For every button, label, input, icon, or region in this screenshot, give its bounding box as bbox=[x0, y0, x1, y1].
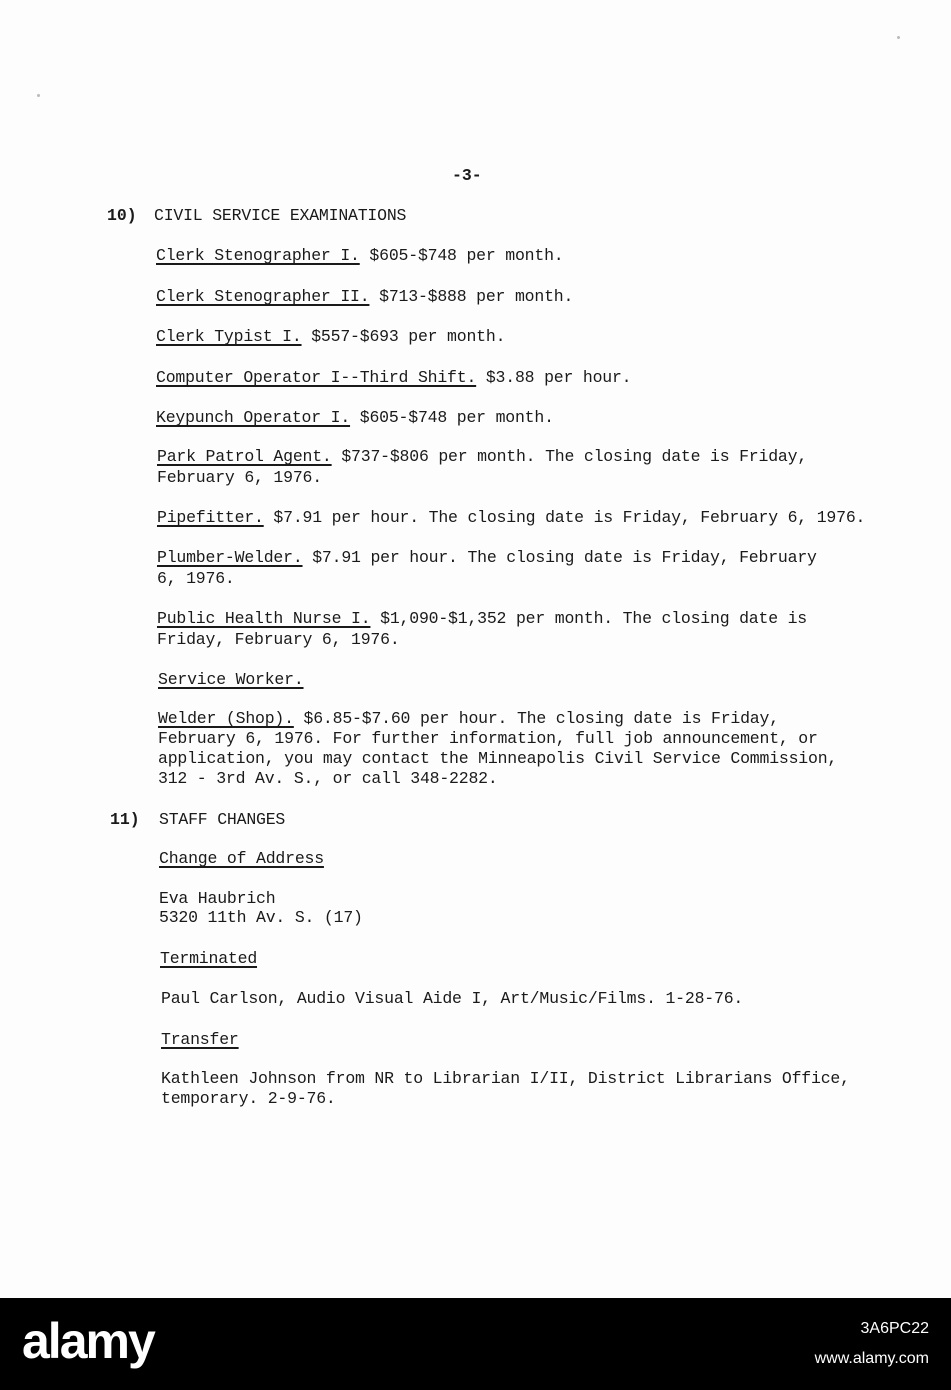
change-of-address-heading: Change of Address bbox=[159, 849, 324, 868]
exam-item bbox=[157, 547, 817, 568]
section-10-heading: CIVIL SERVICE EXAMINATIONS bbox=[154, 206, 407, 225]
scan-speck bbox=[37, 94, 40, 97]
transfer-heading: Transfer bbox=[161, 1030, 239, 1049]
exam-detail: $713-$888 per month. bbox=[369, 287, 574, 306]
exam-detail: $605-$748 per month. bbox=[359, 246, 564, 265]
site-url: www.alamy.com bbox=[814, 1350, 929, 1367]
alamy-logo: alamy bbox=[22, 1313, 154, 1369]
exam-detail: $605-$748 per month. bbox=[350, 408, 554, 427]
exam-title: Computer Operator I--Third Shift. bbox=[156, 368, 477, 387]
exam-detail: $557-$693 per month. bbox=[301, 327, 506, 346]
exam-item bbox=[156, 245, 563, 266]
exam-detail-continued: application, you may contact the Minneapolis Civil Service Commission, bbox=[158, 749, 838, 768]
exam-title: Welder (Shop). bbox=[158, 709, 294, 728]
exam-title: Pipefitter. bbox=[157, 508, 264, 527]
exam-title: Plumber-Welder. bbox=[157, 548, 303, 567]
page-number: -3- bbox=[452, 166, 482, 185]
terminated-entry: Paul Carlson, Audio Visual Aide I, Art/Music/Films. 1-28-76. bbox=[161, 989, 744, 1008]
exam-detail-continued: 312 - 3rd Av. S., or call 348-2282. bbox=[158, 769, 498, 788]
section-10-number: 10) bbox=[107, 206, 137, 225]
image-id: 3A6PC22 bbox=[860, 1320, 929, 1337]
exam-item bbox=[156, 286, 573, 307]
exam-detail: $1,090-$1,352 per month. The closing date is bbox=[370, 609, 808, 628]
exam-title: Clerk Stenographer I. bbox=[156, 246, 360, 265]
section-11-heading: STAFF CHANGES bbox=[159, 810, 286, 829]
exam-title: Park Patrol Agent. bbox=[157, 447, 332, 466]
exam-detail: $737-$806 per month. The closing date is Friday, bbox=[331, 447, 808, 466]
exam-item bbox=[157, 608, 807, 629]
staff-address: 5320 11th Av. S. (17) bbox=[159, 908, 363, 927]
exam-item bbox=[157, 446, 807, 467]
terminated-heading: Terminated bbox=[160, 949, 258, 968]
exam-title: Keypunch Operator I. bbox=[156, 408, 351, 427]
exam-title: Public Health Nurse I. bbox=[157, 609, 371, 628]
exam-detail-continued: February 6, 1976. bbox=[157, 468, 322, 487]
transfer-entry-continued: temporary. 2-9-76. bbox=[161, 1089, 336, 1108]
exam-item bbox=[158, 669, 304, 690]
exam-title: Clerk Typist I. bbox=[156, 327, 302, 346]
section-11-number: 11) bbox=[110, 810, 140, 829]
exam-item bbox=[158, 708, 779, 729]
exam-item bbox=[156, 326, 505, 347]
exam-item bbox=[156, 407, 554, 428]
exam-detail: $3.88 per hour. bbox=[476, 368, 632, 387]
exam-detail: $6.85-$7.60 per hour. The closing date is Friday, bbox=[293, 709, 779, 728]
exam-item bbox=[156, 367, 631, 388]
scan-speck bbox=[897, 36, 900, 39]
exam-detail: $7.91 per hour. The closing date is Friday, February 6, 1976. bbox=[263, 508, 866, 527]
watermark-footer bbox=[0, 1298, 951, 1390]
exam-detail-continued: February 6, 1976. For further information, full job announcement, or bbox=[158, 729, 818, 748]
exam-item bbox=[157, 507, 865, 528]
exam-title: Clerk Stenographer II. bbox=[156, 287, 370, 306]
exam-detail: $7.91 per hour. The closing date is Friday, February bbox=[302, 548, 817, 567]
exam-detail-continued: 6, 1976. bbox=[157, 569, 235, 588]
transfer-entry: Kathleen Johnson from NR to Librarian I/II, District Librarians Office, bbox=[161, 1069, 850, 1088]
staff-name: Eva Haubrich bbox=[159, 889, 276, 908]
exam-title: Service Worker. bbox=[158, 670, 304, 689]
exam-detail-continued: Friday, February 6, 1976. bbox=[157, 630, 400, 649]
